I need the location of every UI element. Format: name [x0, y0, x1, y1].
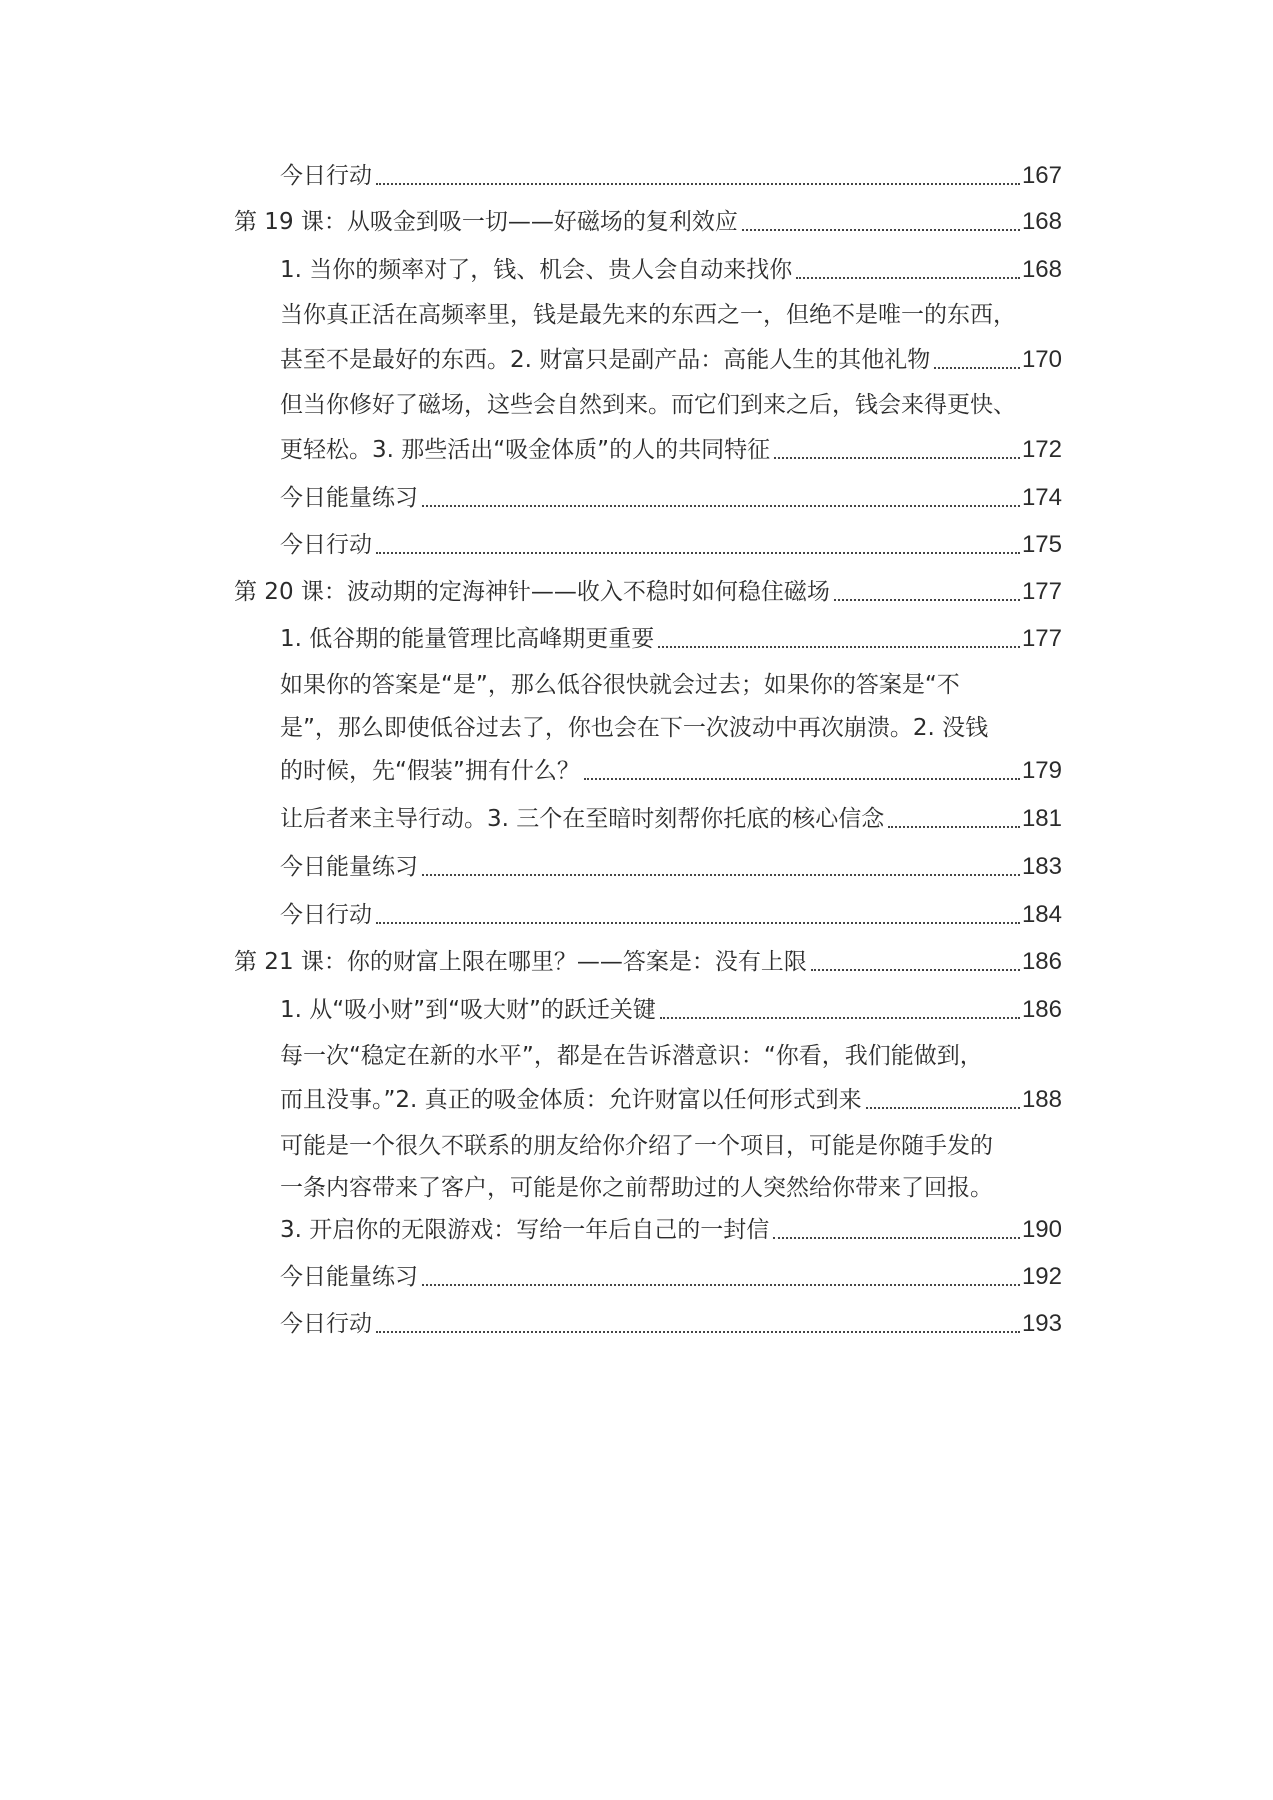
dot-leader: [584, 778, 1020, 780]
toc-entry-title: 今日行动: [280, 902, 372, 928]
dot-leader: [376, 1331, 1020, 1333]
dot-leader: [773, 1237, 1020, 1239]
toc-entry-title: 的时候，先“假装”拥有什么？: [280, 758, 580, 784]
toc-lesson-heading[interactable]: [234, 204, 1062, 240]
toc-entry-title: 可能是一个很久不联系的朋友给你介绍了一个项目，可能是你随手发的: [280, 1133, 993, 1159]
toc-page-number: 186: [1021, 996, 1062, 1023]
toc-entry[interactable]: [280, 897, 1062, 933]
toc-entry[interactable]: [280, 1082, 1062, 1118]
dot-leader: [742, 229, 1020, 231]
toc-entry-title: 1. 当你的频率对了，钱、机会、贵人会自动来找你: [280, 257, 793, 283]
toc-entry-title: 今日行动: [280, 532, 372, 558]
toc-lesson-heading[interactable]: [234, 944, 1062, 980]
toc-entry-title: 每一次“稳定在新的水平”，都是在告诉潜意识：“你看，我们能做到，: [280, 1043, 983, 1069]
toc-entry[interactable]: [280, 849, 1062, 885]
toc-entry-title: 3. 开启你的无限游戏：写给一年后自己的一封信: [280, 1217, 770, 1243]
toc-entry[interactable]: [280, 480, 1062, 516]
toc-entry[interactable]: [280, 801, 1062, 837]
toc-entry-title: 第 19 课：从吸金到吸一切——好磁场的复利效应: [234, 209, 738, 235]
toc-entry[interactable]: [280, 527, 1062, 563]
toc-entry-title: 今日行动: [280, 163, 372, 189]
toc-text-line: [280, 710, 1062, 746]
toc-entry[interactable]: [280, 1306, 1062, 1342]
dot-leader: [376, 183, 1020, 185]
toc-entry[interactable]: [280, 1259, 1062, 1295]
toc-entry[interactable]: [280, 158, 1062, 194]
toc-page-number: 175: [1021, 531, 1062, 558]
toc-lesson-heading[interactable]: [234, 574, 1062, 610]
toc-entry[interactable]: [280, 621, 1062, 657]
toc-page-number: 183: [1021, 853, 1062, 880]
dot-leader: [422, 1284, 1020, 1286]
toc-entry[interactable]: [280, 252, 1062, 288]
toc-text-line: [280, 1038, 1062, 1074]
toc-page-number: 168: [1021, 256, 1062, 283]
toc-entry-title: 一条内容带来了客户，可能是你之前帮助过的人突然给你带来了回报。: [280, 1175, 993, 1201]
toc-entry[interactable]: [280, 992, 1062, 1028]
toc-text-line: [280, 667, 1062, 703]
toc-entry-title: 让后者来主导行动。3. 三个在至暗时刻帮你托底的核心信念: [280, 806, 885, 832]
toc-page-number: 188: [1021, 1086, 1062, 1113]
toc-text-line: [280, 297, 1062, 333]
dot-leader: [660, 1017, 1020, 1019]
toc-page-number: 170: [1021, 346, 1062, 373]
toc-page-number: 193: [1021, 1310, 1062, 1337]
toc-page-number: 179: [1021, 757, 1062, 784]
toc-page-number: 177: [1021, 578, 1062, 605]
toc-entry-title: 甚至不是最好的东西。2. 财富只是副产品：高能人生的其他礼物: [280, 347, 931, 373]
toc-page-number: 177: [1021, 625, 1062, 652]
dot-leader: [834, 599, 1020, 601]
toc-page-number: 192: [1021, 1263, 1062, 1290]
toc-page-number: 172: [1021, 436, 1062, 463]
toc-entry-title: 今日能量练习: [280, 854, 418, 880]
dot-leader: [422, 874, 1020, 876]
toc-entry-title: 今日能量练习: [280, 485, 418, 511]
toc-entry-title: 第 20 课：波动期的定海神针——收入不稳时如何稳住磁场: [234, 579, 830, 605]
toc-text-line: [280, 387, 1062, 423]
toc-page-number: 168: [1021, 208, 1062, 235]
toc-entry-title: 今日能量练习: [280, 1264, 418, 1290]
dot-leader: [658, 646, 1020, 648]
toc-entry[interactable]: [280, 1212, 1062, 1248]
toc-entry-title: 第 21 课：你的财富上限在哪里？——答案是：没有上限: [234, 949, 807, 975]
toc-entry-title: 是”，那么即使低谷过去了，你也会在下一次波动中再次崩溃。2. 没钱: [280, 715, 989, 741]
toc-page-number: 174: [1021, 484, 1062, 511]
dot-leader: [376, 922, 1020, 924]
toc-entry-title: 1. 低谷期的能量管理比高峰期更重要: [280, 626, 655, 652]
toc-page-number: 184: [1021, 901, 1062, 928]
dot-leader: [866, 1107, 1020, 1109]
toc-entry-title: 当你真正活在高频率里，钱是最先来的东西之一，但绝不是唯一的东西，: [280, 302, 1016, 328]
toc-entry-title: 如果你的答案是“是”，那么低谷很快就会过去；如果你的答案是“不: [280, 672, 960, 698]
toc-entry[interactable]: [280, 432, 1062, 468]
toc-text-line: [280, 1170, 1062, 1206]
toc-page-number: 167: [1021, 162, 1062, 189]
dot-leader: [796, 277, 1020, 279]
toc-entry-title: 而且没事。”2. 真正的吸金体质：允许财富以任何形式到来: [280, 1087, 862, 1113]
dot-leader: [422, 505, 1020, 507]
toc-page-number: 181: [1021, 805, 1062, 832]
toc-entry-title: 1. 从“吸小财”到“吸大财”的跃迁关键: [280, 997, 656, 1023]
toc-entry-title: 今日行动: [280, 1311, 372, 1337]
dot-leader: [888, 826, 1020, 828]
toc-text-line: [280, 1128, 1062, 1164]
dot-leader: [774, 457, 1020, 459]
toc-entry[interactable]: [280, 342, 1062, 378]
dot-leader: [376, 552, 1020, 554]
toc-page-number: 190: [1021, 1216, 1062, 1243]
toc-entry-title: 但当你修好了磁场，这些会自然到来。而它们到来之后，钱会来得更快、: [280, 392, 1016, 418]
toc-page-number: 186: [1021, 948, 1062, 975]
toc-entry[interactable]: [280, 753, 1062, 789]
dot-leader: [934, 367, 1020, 369]
dot-leader: [811, 969, 1020, 971]
toc-entry-title: 更轻松。3. 那些活出“吸金体质”的人的共同特征: [280, 437, 771, 463]
